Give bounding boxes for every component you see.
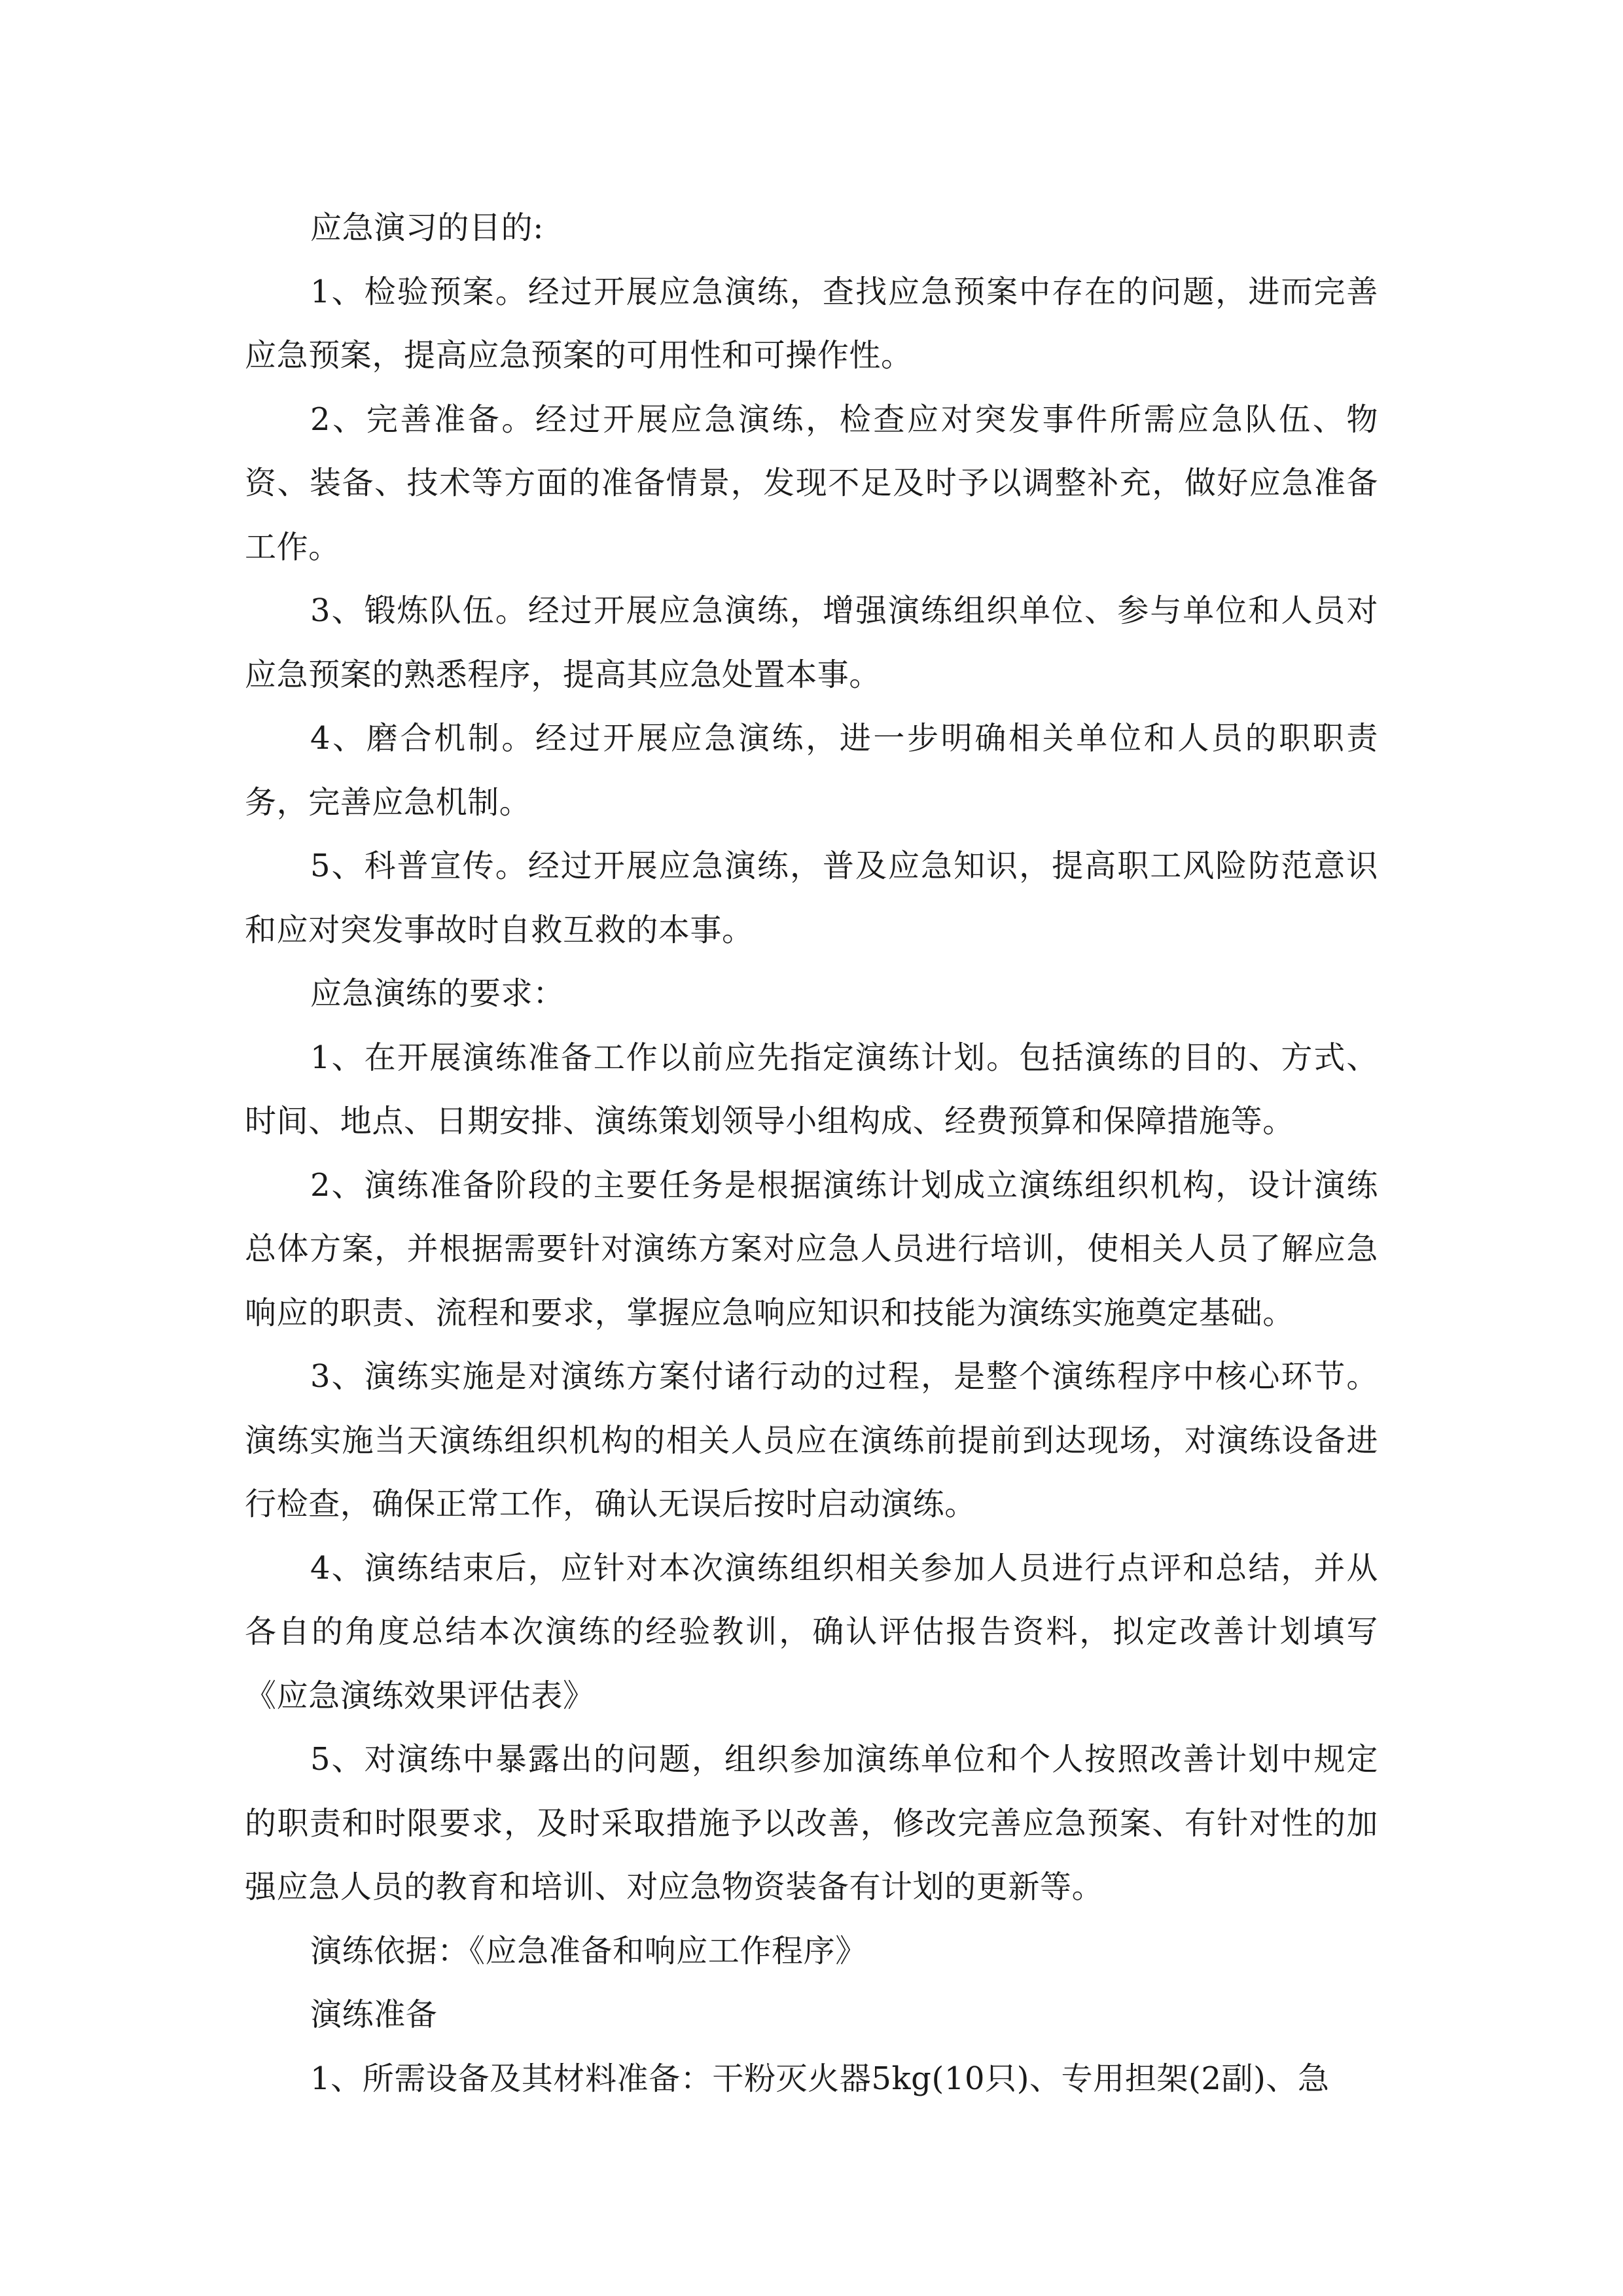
- drill-basis: 演练依据：《应急准备和响应工作程序》: [310, 1932, 867, 1969]
- heading-drill-purpose: 应急演习的目的:: [310, 209, 544, 246]
- requirement-item-1: 1、在开展演练准备工作以前应先指定演练计划。包括演练的目的、方式、时间、地点、日期安排、演练策划领导小组构成、经费预算和保障措施等。: [245, 1039, 1378, 1139]
- purpose-item-1: 1、检验预案。经过开展应急演练，查找应急预案中存在的问题，进而完善应急预案，提高应急预案的可用性和可操作性。: [245, 273, 1378, 374]
- heading-drill-preparation: 演练准备: [310, 1996, 438, 2033]
- heading-drill-requirements: 应急演练的要求：: [310, 975, 565, 1012]
- requirement-item-3: 3、演练实施是对演练方案付诸行动的过程，是整个演练程序中核心环节。演练实施当天演练组织机构的相关人员应在演练前提前到达现场，对演练设备进行检查，确保正常工作，确认无误后按时启动演练。: [245, 1358, 1378, 1522]
- requirement-item-4: 4、演练结束后，应针对本次演练组织相关参加人员进行点评和总结，并从各自的角度总结本次演练的经验教训，确认评估报告资料，拟定改善计划填写《应急演练效果评估表》: [245, 1549, 1378, 1714]
- requirement-item-5: 5、对演练中暴露出的问题，组织参加演练单位和个人按照改善计划中规定的职责和时限要求，及时采取措施予以改善，修改完善应急预案、有针对性的加强应急人员的教育和培训、对应急物资装备有计划的更新等。: [245, 1741, 1378, 1905]
- purpose-item-4: 4、磨合机制。经过开展应急演练，进一步明确相关单位和人员的职职责务，完善应急机制。: [245, 720, 1378, 821]
- purpose-item-2: 2、完善准备。经过开展应急演练，检查应对突发事件所需应急队伍、物资、装备、技术等方面的准备情景，发现不足及时予以调整补充，做好应急准备工作。: [245, 401, 1378, 565]
- purpose-item-5: 5、科普宣传。经过开展应急演练，普及应急知识，提高职工风险防范意识和应对突发事故时自救互救的本事。: [245, 848, 1378, 948]
- document-body: [245, 196, 1378, 2111]
- requirement-item-2: 2、演练准备阶段的主要任务是根据演练计划成立演练组织机构，设计演练总体方案，并根据需要针对演练方案对应急人员进行培训，使相关人员了解应急响应的职责、流程和要求，掌握应急响应知识和技能为演练实施奠定基础。: [245, 1166, 1378, 1331]
- purpose-item-3: 3、锻炼队伍。经过开展应急演练，增强演练组织单位、参与单位和人员对应急预案的熟悉程序，提高其应急处置本事。: [245, 592, 1378, 693]
- preparation-item-1: 1、所需设备及其材料准备：干粉灭火器5kg(10只)、专用担架(2副)、急: [310, 2060, 1330, 2097]
